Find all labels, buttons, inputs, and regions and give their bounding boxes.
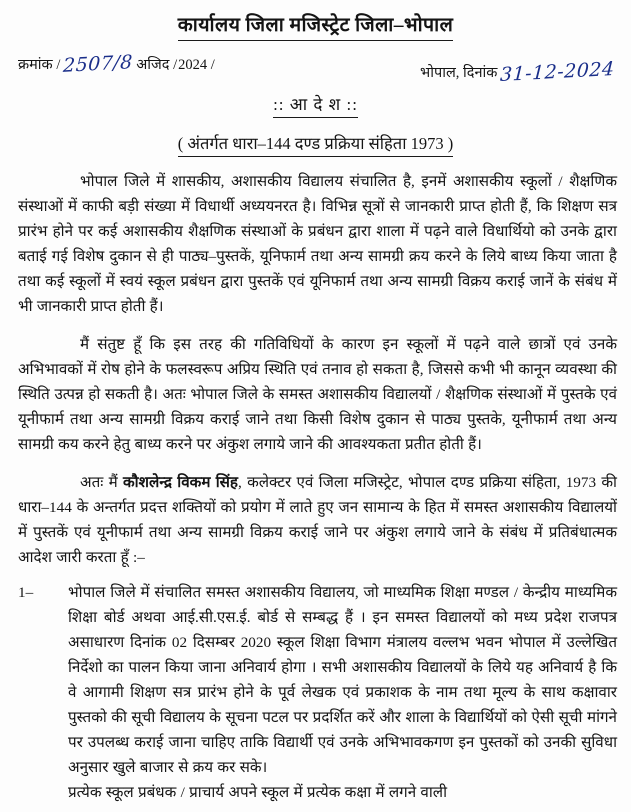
paragraph-2: मैं संतुष्ट हूँ कि इस तरह की गतिविधियों के कारण इन स्कूलों में पढ़ने वाले छात्रों एवं उनके अभिभावकों में रोष होने के फलस्वरूप अप्रिय स्थिति एवं तनाव हो सकता है, जिससे कभी भी कानून व्यवस्था की स्थिति उत्पन्न हो सकती है। अतः भोपाल जिले के समस्त अशासकीय विद्यालयों / शैक्षणिक संस्थाओं में पुस्तके एवं यूनीफार्म तथा अन्य सामग्री विक्रय कराई जाने तथा किसी विशेष दुकान से पाठ्य पुस्तके, यूनीफार्म तथा अन्य सामग्री कय करने हेतु बाध्य करने पर अंकुश लगाये जाने की आवश्यकता प्रतीत होती हैं।	[18, 336, 617, 454]
serial-number-block	[18, 51, 215, 78]
serial-number-handwritten: 2507/8	[62, 51, 134, 78]
final-paragraph-prefix: अतः मैं	[80, 474, 124, 492]
clause-item-1	[0, 580, 631, 805]
paragraph-1: भोपाल जिले में शासकीय, अशासकीय विद्यालय संचालित है, इनमें अशासकीय स्कूलों / शैक्षणिक संस्थाओं में काफी बड़ी संख्या में विधार्थी अध्ययनरत है। विभिन्न सूत्रों से जानकारी प्राप्त होती हैं, कि शिक्षण सत्र प्रारंभ होने पर कई अशासकीय शैक्षणिक संस्थाओं के प्रबंधन द्वारा शाला में पढ़ने वाले विधार्थियो को उनके द्वारा बताई गई विशेष दुकान से ही पाठ्य–पुस्तकें, यूनिफार्म तथा अन्य सामग्री क्रय करने के लिये बाध्य किया जाता है तथा कई स्कूलों में स्वयं स्कूल प्रबंधन द्वारा पुस्तकें एवं यूनिफार्म तथा अन्य सामग्री विक्रय कराई जानें के संबंध में भी जानकारी प्राप्त होती हैं।	[18, 173, 617, 316]
clause-tail-1: प्रत्येक स्कूल प्रबंधक / प्राचार्य अपने स्कूल में प्रत्येक कक्षा में लगने वाली	[68, 784, 448, 802]
clause-number-1: 1–	[18, 584, 34, 602]
place-date-block	[420, 58, 617, 87]
document-body	[0, 169, 631, 570]
officer-name: कौशलेन्द्र विकम सिंह	[123, 474, 238, 492]
page-title	[0, 14, 631, 41]
office-title-text: कार्यालय जिला मजिस्ट्रेट जिला–भोपाल	[178, 14, 453, 41]
clause-text-1: भोपाल जिले में संचालित समस्त अशासकीय विद्यालय, जो माध्यमिक शिक्षा मण्डल / केन्द्रीय माध्यमिक शिक्षा बोर्ड अथवा आई.सी.एस.ई. बोर्ड से सम्बद्ध हैं । इन समस्त विद्यालयों को मध्य प्रदेश राजपत्र असाधारण दिनांक 02 दिसम्बर 2020 स्कूल शिक्षा विभाग मंत्रालय वल्लभ भवन भोपाल में उल्लेखित निर्देशो का पालन किया जाना अनिवार्य होगा । सभी अशासकीय विद्यालयों के लिये यह अनिवार्य है कि वे आगामी शिक्षण सत्र प्रारंभ होने के पूर्व लेखक एवं प्रकाशक के नाम तथा मूल्य के साथ कक्षावार पुस्तको की सूची विद्यालय के सूचना पटल पर प्रदर्शित करें और शाला के विद्यार्थियों को ऐसी सूची मांगने पर उपलब्ध कराई जाना चाहिए ताकि विद्यार्थी एवं उनके अभिभावकगण इन पुस्तकों को उनकी सुविधा अनुसार खुले बाजार से क्रय कर सके।	[68, 584, 617, 777]
order-heading	[0, 92, 631, 118]
date-handwritten: 31-12-2024	[499, 58, 616, 87]
final-paragraph-suffix: , कलेक्टर एवं जिला मजिस्ट्रेट, भोपाल दण्ड प्रक्रिया संहिता, 1973 की धारा–144 के अन्तर्गत प्रदत्त शक्तियों को प्रयोग में लाते हुए जन सामान्य के हित में समस्त अशासकीय विद्यालयों में पुस्तकें एवं यूनीफार्म तथा अन्य सामग्री विक्रय कराई जाने पर अंकुश लगाये जाने के संबंध में प्रतिबंधात्मक आदेश जारी करता हूँ :–	[18, 474, 617, 567]
section-reference-text: ( अंतर्गत धारा–144 दण्ड प्रक्रिया संहिता 1973 )	[178, 131, 453, 157]
paragraph-3	[18, 470, 617, 570]
document-meta-row	[0, 51, 631, 88]
serial-label-prefix: क्रमांक /	[18, 57, 61, 74]
serial-year: 2024 /	[178, 57, 215, 74]
serial-label-mid: अजिद /	[136, 57, 178, 74]
place-date-label: भोपाल, दिनांक	[420, 65, 498, 82]
section-reference	[0, 131, 631, 157]
order-heading-text: :: आ दे श ::	[273, 92, 358, 118]
clause-body-1	[68, 580, 617, 805]
